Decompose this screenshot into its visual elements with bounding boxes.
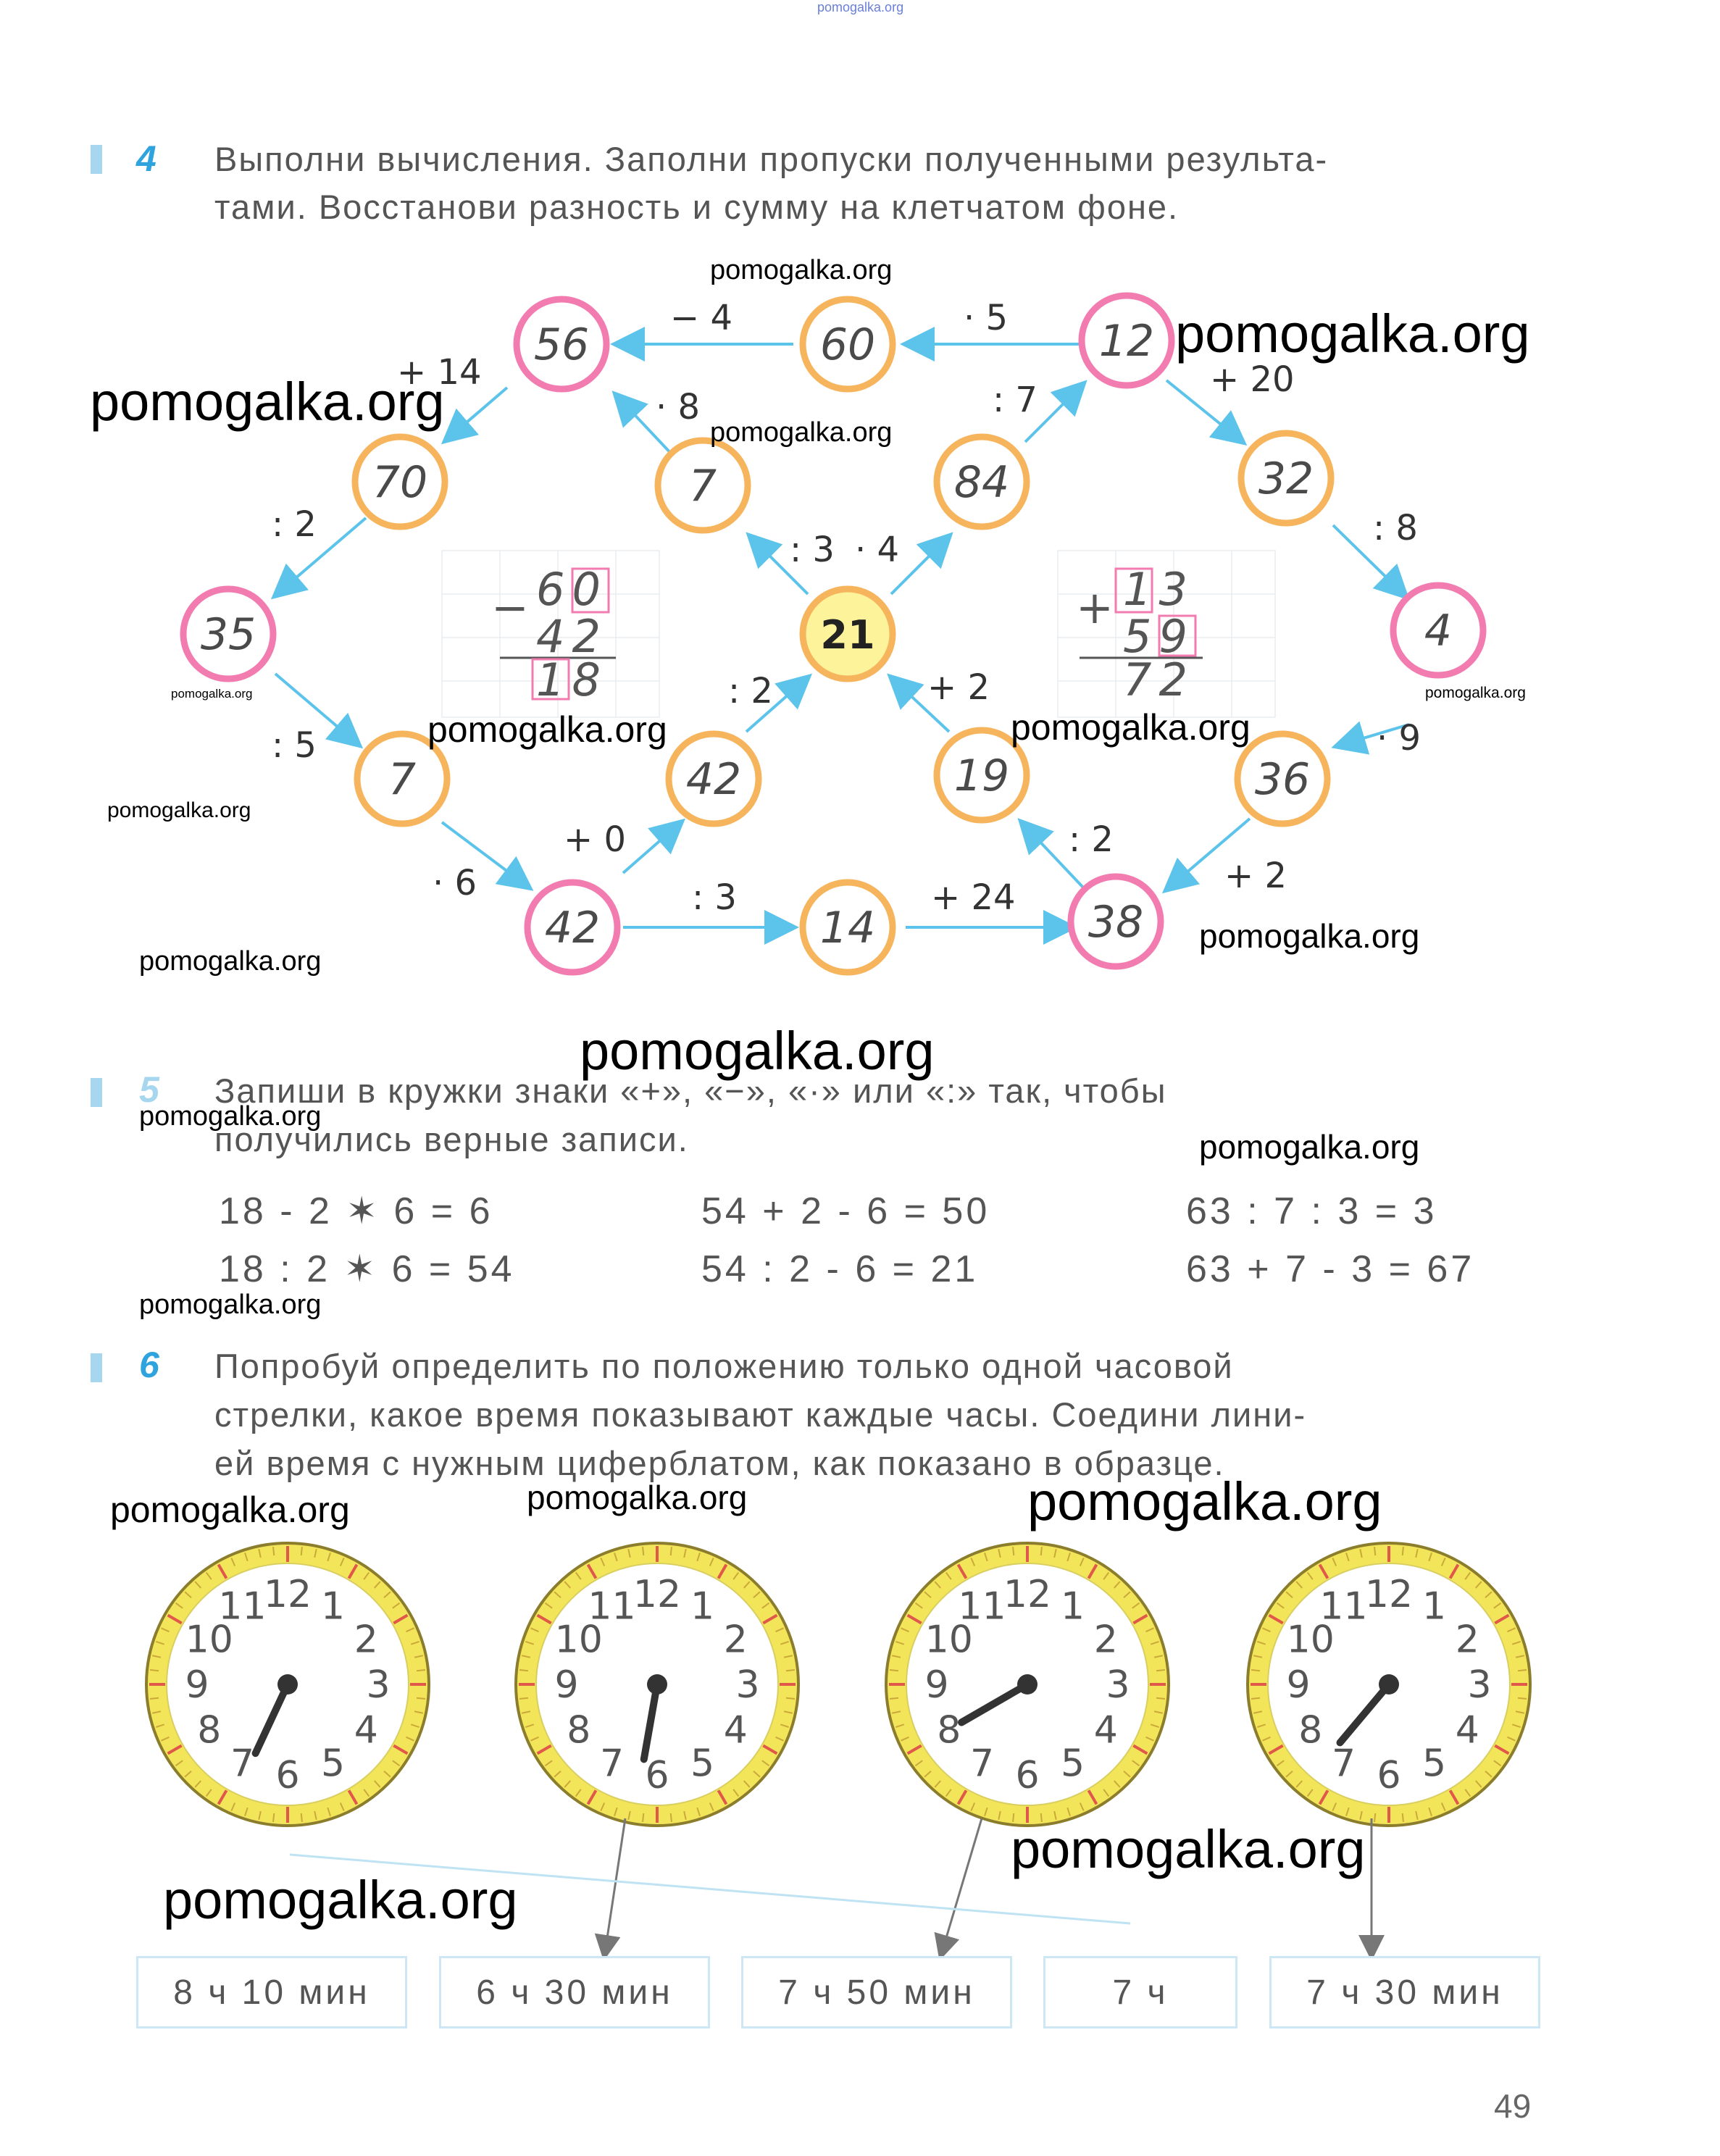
clock-number: 3 [735,1663,760,1707]
clock-tick [1013,1547,1014,1555]
time-box-2[interactable]: 6 ч 30 мин [439,1956,710,2028]
clock-4[interactable] [1248,1543,1530,1826]
clock-number: 5 [690,1742,715,1786]
clock-number: 12 [633,1573,682,1616]
clock-number: 10 [924,1618,973,1662]
clock-center [277,1674,298,1695]
clock-number: 5 [1421,1742,1447,1786]
clock-tick [1251,1698,1260,1699]
clock-center [1379,1674,1399,1695]
node-19-value: 19 [953,751,1010,801]
clock-number: 8 [567,1708,591,1752]
node-35-value: 35 [200,609,256,660]
time-box-4[interactable]: 7 ч [1043,1956,1237,2028]
equation-1-1: 18 - 2 ✶ 6 = 6 [219,1190,493,1232]
clock-number: 2 [354,1618,378,1662]
task6-line1: Попробуй определить по положению только одной часовой [214,1347,1234,1385]
clock-number: 7 [599,1742,625,1786]
clock-number: 8 [1298,1708,1323,1752]
clock-number: 7 [969,1742,995,1786]
arrow-42-42 [623,822,681,873]
op-div-2-c: : 2 [1069,819,1114,860]
clock-number: 6 [1015,1754,1040,1797]
op-div-2-a: : 2 [272,504,317,545]
task4-diagram [0,0,1720,1014]
top-watermark: pomogalka.org [817,0,904,14]
clock-number: 10 [1286,1618,1335,1662]
watermark: pomogalka.org [710,255,893,285]
watermark: pomogalka.org [163,1870,518,1930]
clock-number: 2 [1455,1618,1479,1662]
clock-number: 1 [690,1584,715,1629]
line-clock3 [942,1818,982,1952]
node-32-value: 32 [1258,454,1314,504]
clock-number: 6 [1377,1754,1401,1797]
watermark: pomogalka.org [90,372,445,432]
watermark: pomogalka.org [710,417,893,448]
watermark: pomogalka.org [1199,1128,1420,1166]
op-times-5: · 5 [964,298,1009,338]
clock-tick [890,1670,898,1671]
arrow-21-84 [891,536,949,594]
watermark: pomogalka.org [1027,1471,1382,1532]
node-38-value: 38 [1087,897,1144,948]
clock-number: 3 [1106,1663,1130,1707]
op-minus-4: − 4 [670,298,733,338]
task6-line3: ей время с нужным циферблатом, как показано в образце. [214,1444,1225,1482]
clock-number: 12 [263,1573,312,1616]
clock-tick [786,1698,795,1699]
clock-number: 8 [197,1708,222,1752]
addition-top: 13 [1123,563,1195,616]
clock-number: 1 [1060,1584,1085,1629]
clock-number: 5 [320,1742,346,1786]
clock-tick [1374,1547,1375,1555]
node-4-value: 4 [1424,606,1453,656]
node-60-value: 60 [819,319,876,370]
clock-number: 10 [185,1618,233,1662]
clock-number: 11 [218,1584,267,1629]
watermark: pomogalka.org [110,1489,350,1530]
clock-number: 1 [1421,1584,1447,1629]
watermark: pomogalka.org [1199,917,1420,955]
task4-number: 4 [136,138,156,179]
clock-number: 1 [320,1584,346,1629]
clock-tick [519,1698,528,1699]
addition-middle: 59 [1123,610,1195,663]
op-plus-2-b: + 2 [1224,856,1287,896]
subtraction-middle: 42 [536,610,608,663]
op-div-2-b: : 2 [728,671,773,711]
clock-tick [301,1547,302,1555]
clock-number: 12 [1003,1573,1052,1616]
arrow-56-70 [446,388,507,440]
op-div-7: : 7 [993,380,1038,420]
clock-number: 2 [1093,1618,1118,1662]
node-84-value: 84 [953,457,1010,508]
watermark: pomogalka.org [1425,685,1526,701]
task4-line1: Выполни вычисления. Заполни пропуски полученными результа- [214,140,1329,178]
clock-number: 3 [1467,1663,1492,1707]
clock-tick [417,1698,425,1699]
op-plus-20: + 20 [1210,359,1295,400]
node-14-value: 14 [819,903,876,953]
equation-2-1: 18 : 2 ✶ 6 = 54 [219,1248,515,1290]
clock-tick [1518,1670,1527,1671]
clock-tick [150,1670,159,1671]
watermark: pomogalka.org [107,798,251,822]
clock-number: 3 [366,1663,391,1707]
clock-tick [1156,1698,1165,1699]
clock-number: 4 [723,1708,748,1752]
clock-number: 4 [1455,1708,1479,1752]
op-div-5: : 5 [272,725,317,766]
clock-center [647,1674,667,1695]
node-42a-value: 42 [685,754,742,805]
op-div-3-b: : 3 [692,877,737,918]
clock-number: 9 [1286,1663,1311,1707]
watermark [0,2144,5,2145]
page-number: 49 [1494,2087,1532,2125]
clock-number: 6 [645,1754,669,1797]
op-div-8: : 8 [1373,508,1418,548]
subtraction-sign: − [491,581,529,634]
node-42b-value: 42 [544,903,601,953]
subtraction-result: 18 [536,653,608,706]
clock-tick [786,1670,795,1671]
clock-number: 9 [554,1663,579,1707]
clock-number: 11 [588,1584,636,1629]
node-21-value: 21 [820,612,875,658]
task6-marker [91,1353,102,1382]
op-plus-14: + 14 [397,352,482,393]
clock-number: 12 [1364,1573,1414,1616]
clock-tick [417,1670,425,1671]
op-times-8: · 8 [656,387,701,427]
addition-result: 72 [1123,653,1195,706]
clock-number: 7 [230,1742,255,1786]
clock-number: 9 [924,1663,949,1707]
subtraction-top: 60 [536,563,608,616]
node-7b-value: 7 [388,754,417,805]
clock-number: 10 [554,1618,603,1662]
op-times-4: · 4 [855,530,900,570]
equation-1-3: 63 : 7 : 3 = 3 [1186,1190,1437,1232]
clock-tick [890,1698,898,1699]
time-box-1[interactable]: 8 ч 10 мин [136,1956,407,2028]
time-box-3[interactable]: 7 ч 50 мин [741,1956,1012,2028]
watermark: pomogalka.org [139,946,322,977]
task5-marker [91,1078,102,1107]
node-36-value: 36 [1254,754,1311,805]
clock-tick [1251,1670,1260,1671]
task4-line2: тами. Восстанови разность и сумму на клетчатом фоне. [214,188,1180,226]
watermark: pomogalka.org [139,1101,322,1132]
op-plus-0: + 0 [564,819,627,860]
time-box-5[interactable]: 7 ч 30 мин [1269,1956,1540,2028]
node-70-value: 70 [372,457,428,508]
op-times-6: · 6 [433,863,477,903]
line-clock2 [605,1818,625,1952]
clock-3[interactable] [886,1543,1169,1826]
clock-tick [1156,1670,1165,1671]
clock-tick [1518,1698,1527,1699]
clock-number: 9 [185,1663,209,1707]
watermark: pomogalka.org [139,1290,322,1320]
task6-number: 6 [139,1345,159,1385]
equation-2-2: 54 : 2 - 6 = 21 [701,1248,979,1290]
task5-line1: Запиши в кружки знаки «+», «−», «·» или «:» так, чтобы [214,1071,1167,1110]
clock-tick [150,1698,159,1699]
watermark: pomogalka.org [580,1021,935,1081]
clock-number: 11 [958,1584,1006,1629]
clock-tick [671,1547,672,1555]
watermark: pomogalka.org [1011,707,1251,748]
equation-2-3: 63 + 7 - 3 = 67 [1186,1248,1475,1290]
op-times-9: · 9 [1377,718,1421,759]
op-plus-24: + 24 [931,877,1016,918]
op-plus-2-a: + 2 [927,667,990,708]
watermark: pomogalka.org [1175,304,1530,364]
clock-number: 7 [1331,1742,1356,1786]
watermark: pomogalka.org [1011,1819,1366,1879]
clock-number: 8 [937,1708,961,1752]
clock-number: 11 [1319,1584,1368,1629]
clock-1[interactable] [146,1543,429,1826]
node-56-value: 56 [533,319,590,370]
clock-number: 6 [275,1754,300,1797]
clock-tick [519,1670,528,1671]
clock-2[interactable] [516,1543,798,1826]
op-div-3: : 3 [790,530,835,570]
clock-number: 2 [723,1618,748,1662]
watermark: pomogalka.org [171,687,253,701]
watermark: pomogalka.org [427,709,667,750]
clock-number: 4 [354,1708,378,1752]
node-12-value: 12 [1098,316,1155,367]
task5-number: 5 [139,1069,159,1110]
task5-line2: получились верные записи. [214,1120,689,1158]
task6-line2: стрелки, какое время показывают каждые часы. Соедини лини- [214,1395,1307,1434]
node-7a-value: 7 [688,461,717,511]
clock-tick [273,1547,274,1555]
clock-number: 5 [1060,1742,1085,1786]
addition-sign: + [1076,581,1114,634]
clock-center [1017,1674,1038,1695]
watermark: pomogalka.org [527,1479,748,1516]
clock-number: 4 [1093,1708,1118,1752]
clock-tick [1041,1547,1042,1555]
equation-1-2: 54 + 2 - 6 = 50 [701,1190,990,1232]
